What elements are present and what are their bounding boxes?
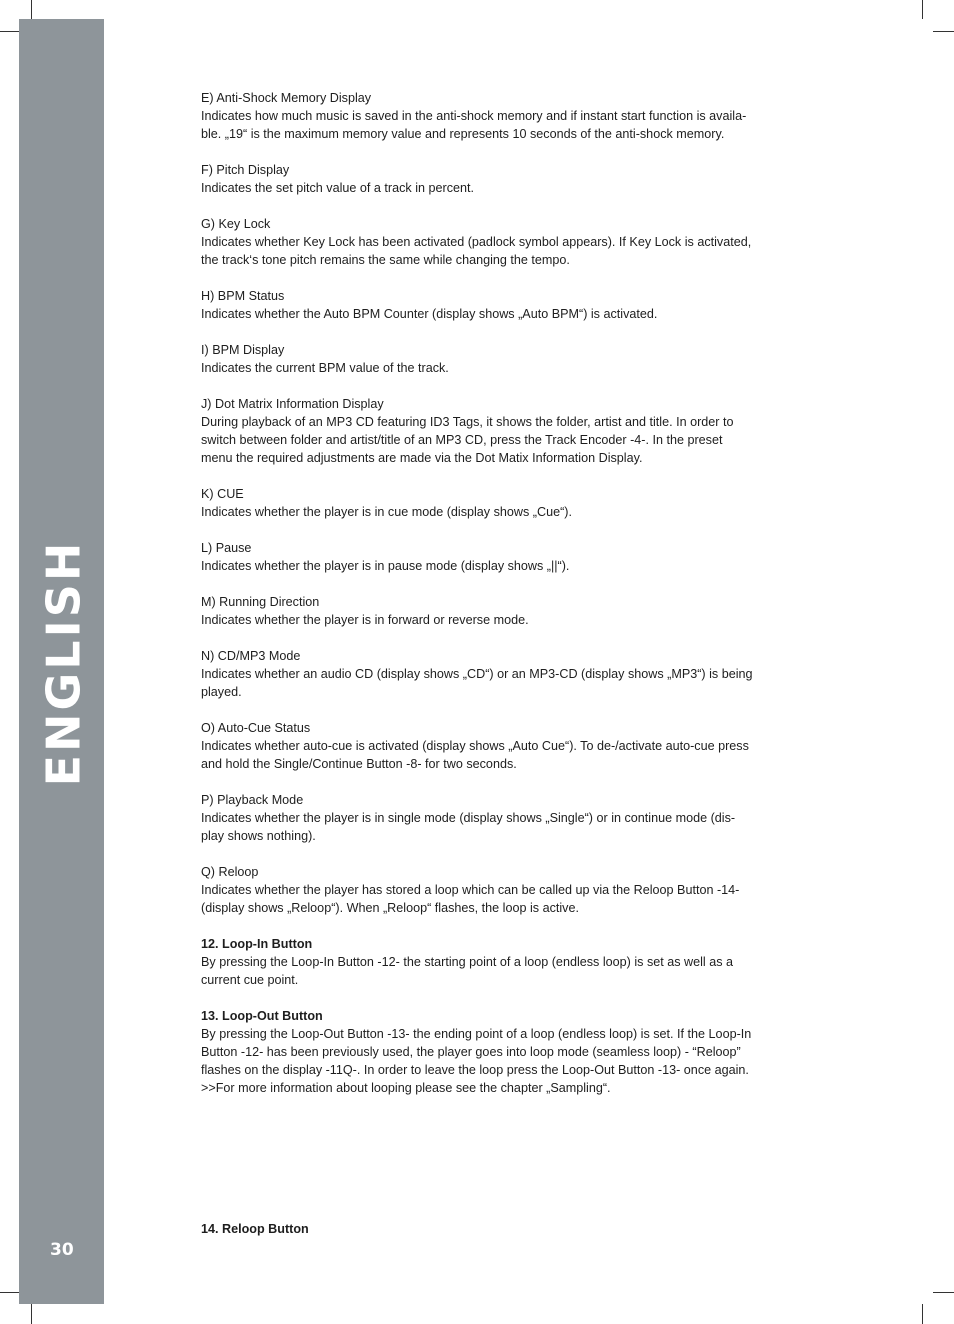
page-number: 30 [50,1240,74,1260]
entry-heading: M) Running Direction [201,595,320,609]
entry-text-line: played. [201,685,242,699]
entry-heading: H) BPM Status [201,289,285,303]
entry-heading: O) Auto-Cue Status [201,721,311,735]
entry-heading: P) Playback Mode [201,793,304,807]
entry-text-line: Indicates whether the player is in pause mode (display shows „||“). [201,559,570,573]
entry-text-line: current cue point. [201,973,299,987]
crop-mark [922,0,923,19]
crop-mark [933,31,954,32]
entry-text-line: Indicates how much music is saved in the anti-shock memory and if instant start function is availa- [201,109,747,123]
entry-text-line: Indicates whether an audio CD (display shows „CD“) or an MP3-CD (display shows „MP3“) is being [201,667,753,681]
entry-text-line: Indicates whether the Auto BPM Counter (display shows „Auto BPM“) is activated. [201,307,658,321]
entry-heading: J) Dot Matrix Information Display [201,397,384,411]
manual-entry [201,485,826,521]
manual-entry [201,719,826,773]
entry-text-line: (display shows „Reloop“). When „Reloop“ flashes, the loop is active. [201,901,579,915]
manual-entry [201,593,826,629]
language-label: ENGLISH [36,539,91,786]
entry-text-line: the track‘s tone pitch remains the same while changing the tempo. [201,253,570,267]
manual-entry [201,161,826,197]
manual-entry [201,287,826,323]
manual-entry [201,539,826,575]
entry-text-line: By pressing the Loop-In Button -12- the starting point of a loop (endless loop) is set as well as a [201,955,734,969]
crop-mark [922,1304,923,1324]
entry-heading: L) Pause [201,541,252,555]
manual-entry [201,791,826,845]
entry-text-line: switch between folder and artist/title of an MP3 CD, press the Track Encoder -4-. In the preset [201,433,723,447]
entry-text-line: Indicates whether auto-cue is activated (display shows „Auto Cue“). To de-/activate auto-cue press [201,739,749,753]
entry-text-line: play shows nothing). [201,829,316,843]
entry-heading: F) Pitch Display [201,163,290,177]
crop-mark [0,31,19,32]
entry-text-line: Indicates whether the player is in cue mode (display shows „Cue“). [201,505,572,519]
crop-mark [0,1292,19,1293]
manual-entry [201,1007,826,1097]
entry-text-line: Indicates the set pitch value of a track in percent. [201,181,475,195]
entry-text-line: ble. „19“ is the maximum memory value and represents 10 seconds of the anti-shock memory. [201,127,725,141]
entry-text-line: and hold the Single/Continue Button -8- for two seconds. [201,757,517,771]
entry-text-line: menu the required adjustments are made via the Dot Matix Information Display. [201,451,643,465]
entry-text-line: Indicates the current BPM value of the track. [201,361,449,375]
entry-heading: Q) Reloop [201,865,259,879]
entry-text-line: Indicates whether the player has stored a loop which can be called up via the Reloop Button -14- [201,883,740,897]
entry-heading: N) CD/MP3 Mode [201,649,301,663]
entry-text-line: Indicates whether the player is in single mode (display shows „Single“) or in continue mode (dis- [201,811,736,825]
manual-entry [201,935,826,989]
manual-content [201,89,826,1115]
manual-entry [201,89,826,143]
entry-heading: 12. Loop-In Button [201,937,313,951]
crop-mark [31,0,32,19]
entry-heading: G) Key Lock [201,217,271,231]
section-heading: 14. Reloop Button [201,1222,309,1236]
manual-entry [201,863,826,917]
entry-text-line: >>For more information about looping please see the chapter „Sampling“. [201,1081,611,1095]
entry-text-line: By pressing the Loop-Out Button -13- the ending point of a loop (endless loop) is set. If the Loop-In [201,1027,752,1041]
crop-mark [31,1304,32,1324]
manual-entry [201,647,826,701]
entry-heading: I) BPM Display [201,343,285,357]
entry-text-line: Indicates whether Key Lock has been activated (padlock symbol appears). If Key Lock is activated, [201,235,752,249]
entry-heading: 13. Loop-Out Button [201,1009,323,1023]
manual-entry [201,341,826,377]
entry-text-line: During playback of an MP3 CD featuring ID3 Tags, it shows the folder, artist and title. In order to [201,415,734,429]
crop-mark [933,1292,954,1293]
entry-heading: K) CUE [201,487,244,501]
entry-text-line: Indicates whether the player is in forward or reverse mode. [201,613,529,627]
manual-entry [201,215,826,269]
manual-entry [201,395,826,467]
entry-text-line: Button -12- has been previously used, the player goes into loop mode (seamless loop) - “Reloop” [201,1045,741,1059]
entry-text-line: flashes on the display -11Q-. In order to leave the loop press the Loop-Out Button -13- once again. [201,1063,749,1077]
entry-heading: E) Anti-Shock Memory Display [201,91,372,105]
